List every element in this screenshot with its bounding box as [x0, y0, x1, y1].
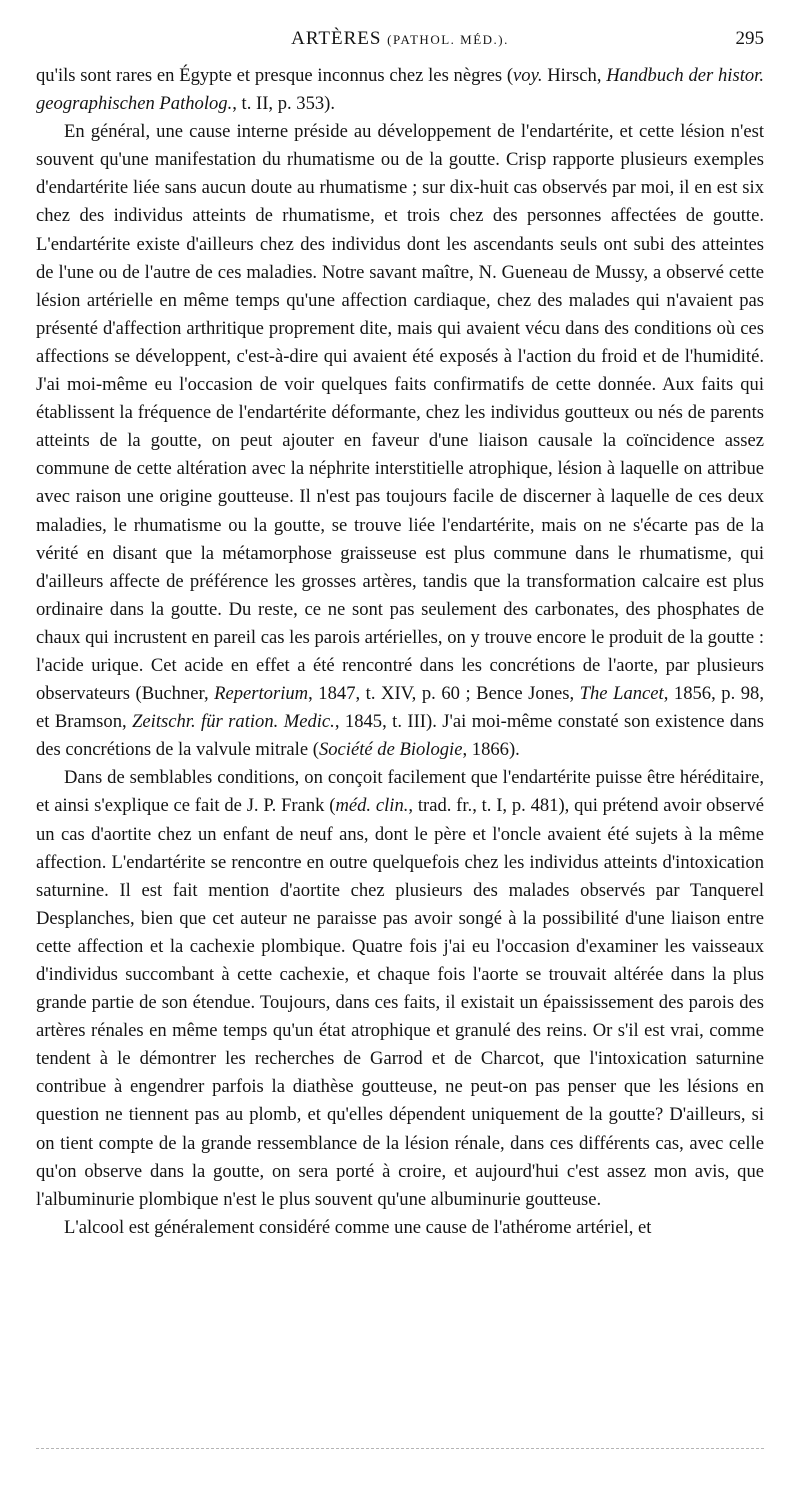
body-text — [36, 62, 764, 1242]
paragraph — [36, 118, 764, 764]
running-title-main: ARTÈRES — [291, 28, 382, 49]
running-title-sub: (PATHOL. MÉD.). — [387, 32, 509, 47]
text-run: , t. II, p. 353). — [232, 93, 336, 115]
running-title — [36, 28, 764, 50]
text-run: , 1866). — [462, 739, 520, 761]
italic-text: Zeitschr. für ration. Medic. — [132, 711, 335, 733]
page — [36, 28, 764, 1242]
text-run: , 1856, p. 98, et Bramson, — [36, 683, 764, 733]
page-number: 295 — [735, 28, 764, 49]
paragraph — [36, 764, 764, 1214]
italic-text: Handbuch der histor. geographischen Patholog. — [36, 65, 764, 115]
footer-rule — [36, 1448, 764, 1449]
italic-text: Repertorium — [214, 683, 309, 705]
italic-text: voy. — [513, 65, 543, 86]
text-run: Hirsch, — [542, 65, 607, 86]
italic-text: The Lancet — [579, 683, 664, 705]
text-run: En général, une cause interne préside au développement de l'endartérite, et cette lésion n'est souvent qu'une manifestation du rhumatisme ou de la goutte. Crisp rapporte plusieurs exemples d'endartérite liée sans aucun doute au rhumatisme ; sur dix-huit cas observés par moi, il en est six chez des individus atteints de rhumatisme, et trois chez des personnes affectées de goutte. L'endartérite existe d'ailleurs chez des individus dont les ascendants seuls ont subi des atteintes de l'une ou de l'autre de ces maladies. Notre savant maître, N. Gueneau de Mussy, a observé cette lésion artérielle en même temps qu'une affection cardiaque, chez des malades qui n'avaient pas présenté d'affection arthritique proprement dite, mais qui avaient vécu dans des conditions où ces affections se développent, c'est-à-dire qui avaient été exposés à l'action du froid et de l'humidité. J'ai moi-même eu l'occasion de voir quelques faits confirmatifs de cette donnée. Aux faits qui établissent la fréquence de l'endartérite déformante, chez les individus goutteux ou nés de parents atteints de la goutte, on peut ajouter en faveur d'une liaison causale la coïncidence assez commune de cette altération avec la néphrite interstitielle atrophique, lésion à laquelle on attribue avec raison une origine goutteuse. Il n'est pas toujours facile de discerner à laquelle de ces deux maladies, le rhumatisme ou la goutte, se trouve liée l'endartérite, mais on ne s'écarte pas de la vérité en disant que la métamorphose graisseuse est plus commune dans le rhumatisme, qui d'ailleurs affecte de préférence les grosses artères, tandis que la transformation calcaire est plus ordinaire dans la goutte. Du reste, ce ne sont pas seulement des carbonates, des phosphates de chaux qui incrustent en pareil cas les parois artérielles, on y trouve encore le produit de la goutte : l'acide urique. Cet acide en effet a été rencontré dans les concrétions de l'aorte, par plusieurs observateurs (Buchner, — [36, 121, 764, 705]
italic-text: Société de Biologie — [318, 739, 463, 761]
text-run: Dans de semblables conditions, on conçoit facilement que l'endartérite puisse être héréditaire, et ainsi s'explique ce fait de J. P. Frank ( — [36, 767, 764, 817]
italic-text: méd. clin. — [335, 795, 409, 817]
paragraph — [36, 1214, 764, 1242]
text-run: , 1847, t. XIV, p. 60 ; Bence Jones, — [308, 683, 580, 705]
text-run: , trad. fr., t. I, p. 481), qui prétend avoir observé un cas d'aortite chez un enfant de neuf ans, dont le père et l'oncle avaient été sujets à la même affection. L'endartérite se rencontre en outre quelquefois chez les individus atteints d'intoxication saturnine. Il est fait mention d'aortite chez plusieurs des malades observés par Tanquerel Desplanches, bien que cet auteur ne paraisse pas avoir songé à la possibilité d'une liaison entre cette affection et la cachexie plombique. Quatre fois j'ai eu l'occasion d'examiner les vaisseaux d'individus succombant à cette cachexie, et chaque fois l'aorte se trouvait altérée dans la plus grande partie de son étendue. Toujours, dans ces faits, il existait un épaississement des parois des artères rénales en même temps qu'un état atrophique et granulé des reins. Or s'il est vrai, comme tendent à le démontrer les recherches de Garrod et de Charcot, que l'intoxication saturnine contribue à engendrer parfois la diathèse goutteuse, ne peut-on pas penser que les lésions en question ne tiennent pas au plomb, et qu'elles dépendent uniquement de la goutte? D'ailleurs, si on tient compte de la grande ressemblance de la lésion rénale, dans ces différents cas, avec celle qu'on observe dans la goutte, on sera porté à croire, et aujourd'hui c'est assez mon avis, que l'albuminurie plombique n'est le plus souvent qu'une albuminurie goutteuse. — [36, 795, 765, 1210]
running-head — [36, 28, 764, 54]
text-run: , 1845, t. III). J'ai moi-même constaté son existence dans des concrétions de la valvule mitrale ( — [36, 711, 764, 761]
text-run: L'alcool est généralement considéré comme une cause de l'athérome artériel, et — [64, 1216, 652, 1238]
paragraph — [36, 62, 764, 118]
text-run: qu'ils sont rares en Égypte et presque inconnus chez les nègres ( — [36, 65, 514, 86]
